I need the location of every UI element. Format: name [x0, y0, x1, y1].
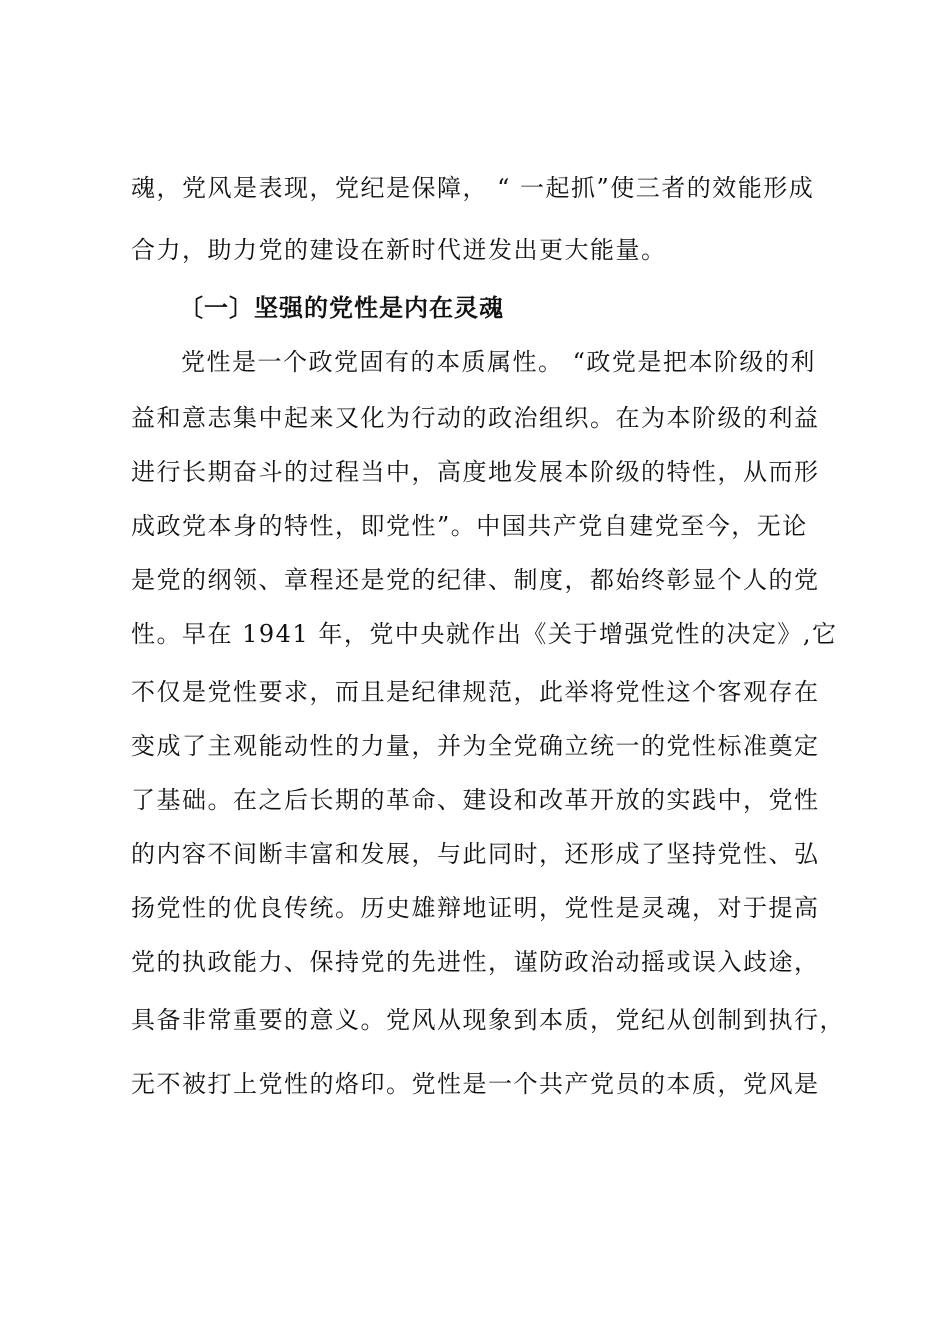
text-line-14: 党的执政能力、保持党的先进性，谨防政治动摇或误入歧途，	[131, 948, 820, 976]
text-line-6: 成政党本身的特性，即党性”。中国共产党自建党至今，无论	[131, 512, 808, 540]
text-line-15: 具备非常重要的意义。党风从现象到本质，党纪从创制到执行，	[131, 1006, 845, 1034]
text-line-16: 无不被打上党性的烙印。党性是一个共产党员的本质，党风是	[131, 1070, 820, 1098]
text-line-2: 合力，助力党的建设在新时代迸发出更大能量。	[131, 236, 667, 264]
text-line-9: 不仅是党性要求，而且是纪律规范，此举将党性这个客观存在	[131, 678, 820, 706]
text-line-3: 党性是一个政党固有的本质属性。 “政党是把本阶级的利	[181, 348, 816, 376]
text-line-11: 了基础。在之后长期的革命、建设和改革开放的实践中，党性	[131, 786, 820, 814]
text-line-8: 性。早在 1941 年，党中央就作出《关于增强党性的决定》,它	[131, 620, 838, 648]
section-heading: 〔一〕坚强的党性是内在灵魂	[179, 294, 504, 322]
text-line-13: 扬党性的优良传统。历史雄辩地证明，党性是灵魂，对于提高	[131, 894, 820, 922]
text-line-7: 是党的纲领、章程还是党的纪律、制度，都始终彰显个人的党	[131, 566, 820, 594]
text-line-10: 变成了主观能动性的力量，并为全党确立统一的党性标准奠定	[131, 732, 820, 760]
text-line-4: 益和意志集中起来又化为行动的政治组织。在为本阶级的利益	[131, 404, 820, 432]
text-line-5: 进行长期奋斗的过程当中，高度地发展本阶级的特性，从而形	[131, 458, 820, 486]
text-line-1: 魂，党风是表现，党纪是保障， “ 一起抓”使三者的效能形成	[131, 174, 815, 202]
text-line-12: 的内容不间断丰富和发展，与此同时，还形成了坚持党性、弘	[131, 840, 820, 868]
